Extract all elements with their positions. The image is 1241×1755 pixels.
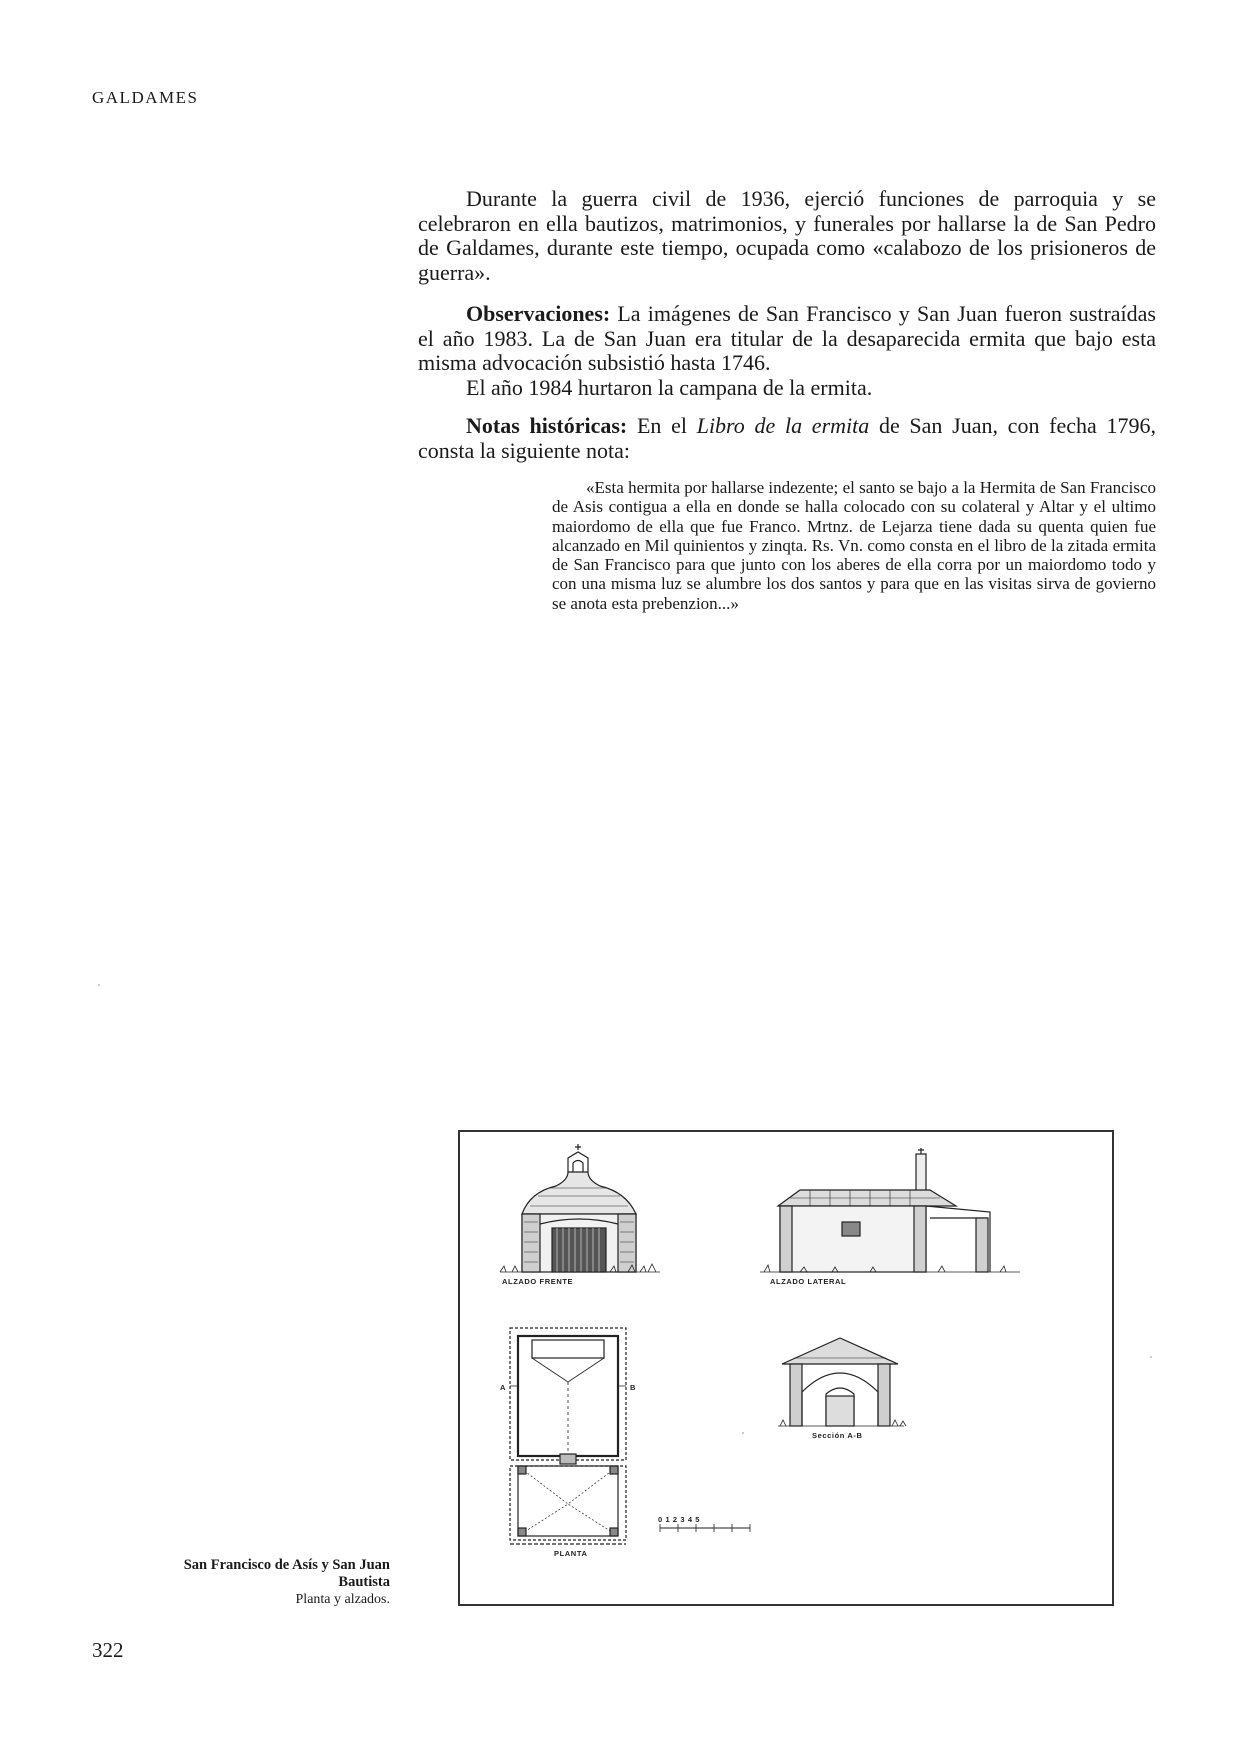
front-elevation-drawing: [500, 1144, 660, 1272]
paragraph-observaciones: [418, 302, 1156, 400]
page-number: 322: [92, 1638, 124, 1662]
label-front-elevation: ALZADO FRENTE: [502, 1277, 574, 1286]
label-section-a: A: [500, 1383, 507, 1392]
caption-title: San Francisco de Asís y San Juan Bautista: [183, 1557, 390, 1590]
label-section: Sección A-B: [812, 1431, 863, 1440]
side-elevation-drawing: [760, 1148, 1020, 1272]
scan-speck: [742, 1432, 744, 1434]
notas-historicas-heading: Notas históricas:: [466, 413, 628, 438]
label-scale-numbers: 0 1 2 3 4 5: [658, 1515, 701, 1524]
scan-speck: [1150, 1356, 1152, 1358]
caption-subtitle: Planta y alzados.: [295, 1592, 390, 1607]
historical-quote-text: «Esta hermita por hallarse indezente; el santo se bajo a la Hermita de San Francisco de Asis contigua a ella en donde se halla colocado con su colateral y Altar y el ultimo maiordomo de ella que fue Franco. Mrtnz. de Lejarza tiene dada su quenta quien fue alcanzado en Mil quinientos y zinqta. Rs. Vn. como consta en el libro de la zitada ermita de San Francisco para que junto con los aberes de ella corra por un maiordomo todo y con una misma luz se alumbre los dos santos y para que en las visitas sirva de govierno se anota esta prebenzion...»: [552, 478, 1156, 613]
architectural-drawing: [458, 1130, 1114, 1606]
notas-post-text: de San Juan, con fecha 1796, consta la siguiente nota:: [418, 413, 1156, 463]
paragraph-civil-war-text: Durante la guerra civil de 1936, ejerció funciones de parroquia y se celebraron en ella bautizos, matrimonios, y funerales por hallarse la de San Pedro de Galdames, durante este tiempo, ocupada como «calabozo de los prisioneros de guerra».: [418, 186, 1156, 285]
book-title: Libro de la ermita: [696, 413, 870, 438]
paragraph-civil-war: [418, 187, 1156, 285]
running-header: GALDAMES: [92, 88, 199, 107]
architectural-drawing-svg: [460, 1132, 1112, 1604]
observaciones-heading: Observaciones:: [466, 301, 611, 326]
label-side-elevation: ALZADO LATERAL: [770, 1277, 847, 1286]
scan-speck: [98, 984, 100, 986]
paragraph-notas-historicas: [418, 414, 1156, 463]
observaciones-bell-text: El año 1984 hurtaron la campana de la ermita.: [466, 374, 873, 400]
historical-quote: [552, 478, 1156, 613]
section-drawing: [778, 1338, 906, 1426]
label-plan: PLANTA: [554, 1549, 588, 1558]
figure-caption: [150, 1557, 390, 1608]
plan-drawing: [510, 1328, 626, 1544]
observaciones-text: La imágenes de San Francisco y San Juan fueron sustraídas el año 1983. La de San Juan era titular de la desaparecida ermita que bajo esta misma advocación subsistió hasta 1746.: [418, 301, 1156, 375]
notas-pre-text: En el: [627, 413, 697, 438]
scale-bar: [660, 1524, 750, 1532]
label-section-b: B: [630, 1383, 637, 1392]
